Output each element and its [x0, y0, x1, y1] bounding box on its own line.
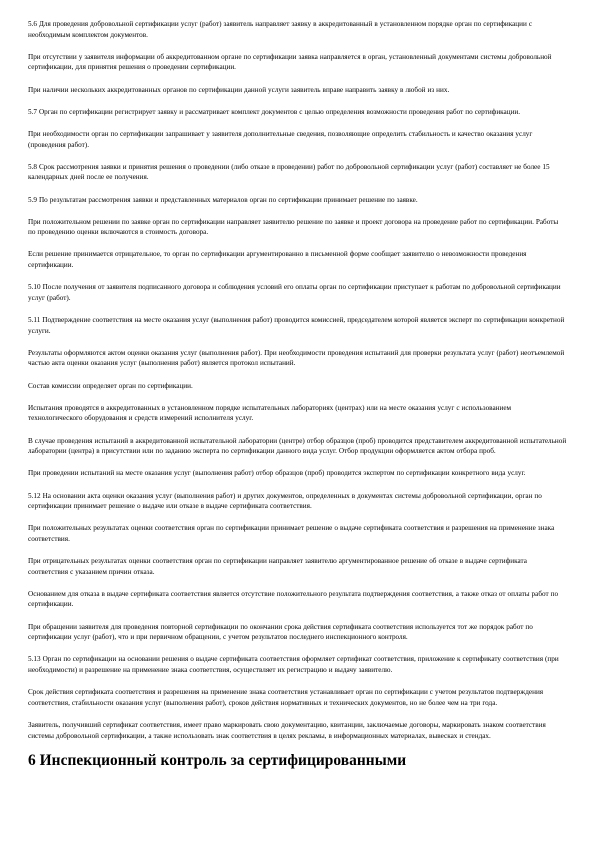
paragraph-5-6: 5.6 Для проведения добровольной сертификации услуг (работ) заявитель направляет заявку в аккредитованный в установленном порядке орган по сертификации с необходимым комплектом документов.	[28, 20, 533, 39]
paragraph-repeat-certification: При обращении заявителя для проведения повторной сертификации по окончании срока действия сертификата соответствия используется тот же порядок работ по сертификации услуг (работ), что и при первичном обращении, с учетом результатов последнего инспекционного контроля.	[28, 622, 533, 642]
paragraph-5-11: 5.11 Подтверждение соответствия на месте оказания услуг (выполнения работ) проводится комиссией, председателем которой является эксперт по сертификации конкретной услуги.	[28, 316, 565, 335]
paragraph-testing: Испытания проводятся в аккредитованных в установленном порядке испытательных лабораториях (центрах) или на месте оказания услуг с использованием технологического оборудования и средств измерений исполнителя услуг.	[28, 403, 512, 423]
paragraph-commission: Состав комиссии определяет орган по сертификации.	[28, 381, 193, 390]
paragraph-negative-results: При отрицательных результатах оценки соответствия орган по сертификации направляет заявителю аргументированное решение об отказе в выдаче сертификата соответствия с указанием причин отказа.	[28, 557, 527, 576]
paragraph-marking-rights: Заявитель, получивший сертификат соответствия, имеет право маркировать свою документацию, квитанции, заключаемые договоры, маркировать знаком соответствия системы добровольной сертификации, а также использовать знак соответствия в целях рекламы, в информационных материалах, вывесках и стендах.	[28, 721, 546, 740]
paragraph-positive-decision: При положительном решении по заявке орган по сертификации направляет заявителю решение по заявке и проект договора на проведение работ по сертификации. Работы по проведению оценки включаются в стоимость договора.	[28, 217, 559, 237]
paragraph-extra-info: При необходимости орган по сертификации запрашивает у заявителя дополнительные сведения, позволяющие определить стабильность и качество оказания услуг (проведения работ).	[28, 129, 533, 149]
paragraph-no-info: При отсутствии у заявителя информации об аккредитованном органе по сертификации заявка направляется в орган, установленный документами системы добровольной сертификации, для принятия решения о проведении сертификации.	[28, 52, 552, 72]
paragraph-validity-term: Срок действия сертификата соответствия и разрешения на применение знака соответствия устанавливает орган по сертификации с учетом результатов подтверждения соответствия, стабильности оказания услуг (выполнения работ), сроков действия нормативных и технических документов, но не более чем на три года.	[28, 688, 544, 707]
paragraph-5-7: 5.7 Орган по сертификации регистрирует заявку и рассматривает комплект документов с целью определения возможности проведения работ по сертификации.	[28, 107, 521, 116]
paragraph-sampling-lab: В случае проведения испытаний в аккредитованной испытательной лаборатории (центре) отбор образцов (проб) проводится представителем аккредитованной испытательной лаборатории (центра) в присутствии или по заданию эксперта по сертификации данного вида услуг. Отбор продукции оформляется актом отбора проб.	[28, 436, 567, 456]
paragraph-5-12: 5.12 На основании акта оценки оказания услуг (выполнения работ) и других документов, определенных в документах системы добровольной сертификации, орган по сертификации принимает решение о выдаче или отказе в выдаче сертификата соответствия.	[28, 491, 542, 511]
paragraph-sampling-onsite: При проведении испытаний на месте оказания услуг (выполнения работ) отбор образцов (проб) проводится экспертом по сертификации конкретного вида услуг.	[28, 469, 526, 478]
paragraph-results-act: Результаты оформляются актом оценки оказания услуг (выполнения работ). При необходимости проведения испытаний для проверки результата услуг (работ) неотъемлемой частью акта оценки оказания услуг (выполнения работ) является протокол испытаний.	[28, 348, 565, 368]
paragraph-5-13: 5.13 Орган по сертификации на основании решения о выдаче сертификата соответствия оформляет сертификат соответствия, приложение к сертификату соответствия (при необходимости) и разрешение на применение знака соответствия, осуществляет их регистрацию и выдачу заявителю.	[28, 655, 559, 675]
paragraph-negative-decision: Если решение принимается отрицательное, то орган по сертификации аргументированно в письменной форме сообщает заявителю о невозможности проведения сертификации.	[28, 250, 527, 270]
paragraph-positive-results: При положительных результатах оценки соответствия орган по сертификации принимает решение о выдаче сертификата соответствия и разрешения на применение знака соответствия.	[28, 524, 555, 543]
section-heading-6: 6 Инспекционный контроль за сертифицированными	[28, 751, 407, 769]
paragraph-refusal-grounds: Основанием для отказа в выдаче сертификата соответствия является отсутствие положительного результата подтверждения соответствия, а также отказ от оплаты работ по сертификации.	[28, 589, 559, 609]
paragraph-5-10: 5.10 После получения от заявителя подписанного договора и соблюдения условий его оплаты орган по сертификации приступает к работам по добровольной сертификации услуг (работ).	[28, 283, 561, 302]
paragraph-5-9: 5.9 По результатам рассмотрения заявки и представленных материалов орган по сертификации принимает решение по заявке.	[28, 195, 418, 204]
paragraph-5-8: 5.8 Срок рассмотрения заявки и принятия решения о проведении (либо отказе в проведении) работ по добровольной сертификации услуг (работ) составляет не более 15 календарных дней после ее получения.	[28, 162, 550, 182]
paragraph-several-bodies: При наличии нескольких аккредитованных органов по сертификации данной услуги заявитель вправе направить заявку в любой из них.	[28, 85, 450, 94]
